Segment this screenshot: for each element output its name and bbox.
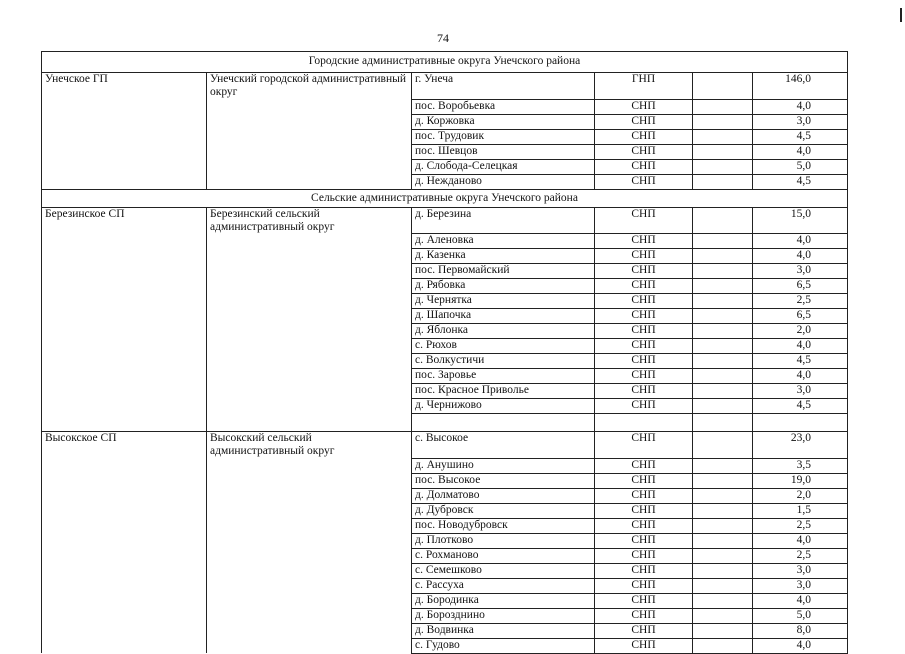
district-cell: [42, 638, 207, 653]
place-cell: с. Рохманово: [412, 548, 595, 563]
table-row: [42, 638, 848, 653]
district-cell: [42, 324, 207, 339]
value-cell: 2,0: [753, 488, 848, 503]
empty-cell: [693, 114, 753, 129]
district-cell: [42, 399, 207, 414]
okrug-cell: [207, 129, 412, 144]
type-cell: СНП: [595, 432, 693, 459]
value-cell: 2,5: [753, 548, 848, 563]
district-cell: [42, 174, 207, 189]
table-row: [42, 593, 848, 608]
district-cell: [42, 129, 207, 144]
table-row: [42, 563, 848, 578]
margin-mark: [900, 8, 902, 22]
table-row: [42, 144, 848, 159]
place-cell: д. Рябовка: [412, 279, 595, 294]
value-cell: 3,0: [753, 384, 848, 399]
settlements-table: [41, 51, 848, 654]
place-cell: пос. Красное Приволье: [412, 384, 595, 399]
table-row: [42, 174, 848, 189]
empty-cell: [693, 638, 753, 653]
district-cell: [42, 354, 207, 369]
type-cell: СНП: [595, 324, 693, 339]
spacer-row: [42, 414, 848, 432]
place-cell: с. Высокое: [412, 432, 595, 459]
type-cell: СНП: [595, 369, 693, 384]
section-header-row: [42, 189, 848, 207]
type-cell: СНП: [595, 623, 693, 638]
empty-cell: [693, 309, 753, 324]
type-cell: СНП: [595, 563, 693, 578]
type-cell: СНП: [595, 279, 693, 294]
okrug-cell: [207, 264, 412, 279]
place-cell: д. Плотково: [412, 533, 595, 548]
okrug-cell: [207, 279, 412, 294]
table-row: [42, 207, 848, 234]
district-cell: [42, 309, 207, 324]
place-cell: д. Анушино: [412, 458, 595, 473]
value-cell: 2,5: [753, 294, 848, 309]
place-cell: д. Аленовка: [412, 234, 595, 249]
table-row: [42, 432, 848, 459]
okrug-cell: [207, 563, 412, 578]
okrug-cell: [207, 354, 412, 369]
place-cell: д. Нежданово: [412, 174, 595, 189]
place-cell: пос. Трудовик: [412, 129, 595, 144]
empty-cell: [693, 129, 753, 144]
type-cell: СНП: [595, 174, 693, 189]
place-cell: пос. Новодубровск: [412, 518, 595, 533]
okrug-cell: Высокский сельский административный округ: [207, 432, 412, 459]
value-cell: 4,0: [753, 144, 848, 159]
district-cell: [42, 339, 207, 354]
section-title: Городские административные округа Унечского района: [42, 52, 848, 73]
district-cell: Высокское СП: [42, 432, 207, 459]
value-cell: 6,5: [753, 279, 848, 294]
table-row: [42, 354, 848, 369]
place-cell: д. Яблонка: [412, 324, 595, 339]
table-row: [42, 129, 848, 144]
empty-cell: [693, 548, 753, 563]
table-row: [42, 99, 848, 114]
value-cell: 4,5: [753, 354, 848, 369]
place-cell: пос. Высокое: [412, 473, 595, 488]
value-cell: 3,0: [753, 563, 848, 578]
value-cell: 5,0: [753, 159, 848, 174]
table-row: [42, 608, 848, 623]
district-cell: [42, 144, 207, 159]
place-cell: д. Слобода-Селецкая: [412, 159, 595, 174]
table-row: [42, 114, 848, 129]
table-row: [42, 369, 848, 384]
place-cell: д. Долматово: [412, 488, 595, 503]
okrug-cell: [207, 159, 412, 174]
empty-cell: [693, 384, 753, 399]
value-cell: 3,0: [753, 114, 848, 129]
type-cell: ГНП: [595, 73, 693, 100]
type-cell: СНП: [595, 129, 693, 144]
value-cell: 5,0: [753, 608, 848, 623]
value-cell: 4,0: [753, 638, 848, 653]
empty-cell: [693, 563, 753, 578]
district-cell: [42, 533, 207, 548]
table-row: [42, 623, 848, 638]
okrug-cell: [207, 548, 412, 563]
value-cell: 1,5: [753, 503, 848, 518]
type-cell: СНП: [595, 608, 693, 623]
empty-cell: [693, 234, 753, 249]
spacer-cell: [207, 414, 412, 432]
table-row: [42, 294, 848, 309]
place-cell: д. Дубровск: [412, 503, 595, 518]
type-cell: СНП: [595, 249, 693, 264]
type-cell: СНП: [595, 207, 693, 234]
okrug-cell: [207, 384, 412, 399]
okrug-cell: [207, 114, 412, 129]
table-row: [42, 324, 848, 339]
empty-cell: [693, 174, 753, 189]
place-cell: д. Березина: [412, 207, 595, 234]
value-cell: 4,0: [753, 249, 848, 264]
okrug-cell: Унечский городской административный округ: [207, 73, 412, 100]
section-title: Сельские административные округа Унечского района: [42, 189, 848, 207]
okrug-cell: [207, 309, 412, 324]
empty-cell: [693, 593, 753, 608]
empty-cell: [693, 159, 753, 174]
type-cell: СНП: [595, 399, 693, 414]
place-cell: пос. Первомайский: [412, 264, 595, 279]
empty-cell: [693, 264, 753, 279]
district-cell: [42, 458, 207, 473]
district-cell: [42, 384, 207, 399]
district-cell: [42, 159, 207, 174]
empty-cell: [693, 324, 753, 339]
okrug-cell: [207, 234, 412, 249]
district-cell: [42, 473, 207, 488]
value-cell: 4,0: [753, 369, 848, 384]
okrug-cell: [207, 608, 412, 623]
value-cell: 4,5: [753, 174, 848, 189]
table-row: [42, 458, 848, 473]
value-cell: 19,0: [753, 473, 848, 488]
value-cell: 3,0: [753, 578, 848, 593]
okrug-cell: [207, 533, 412, 548]
empty-cell: [693, 518, 753, 533]
district-cell: [42, 578, 207, 593]
okrug-cell: [207, 99, 412, 114]
type-cell: СНП: [595, 593, 693, 608]
district-cell: [42, 503, 207, 518]
value-cell: 6,5: [753, 309, 848, 324]
place-cell: д. Борозднино: [412, 608, 595, 623]
district-cell: [42, 264, 207, 279]
type-cell: СНП: [595, 339, 693, 354]
type-cell: СНП: [595, 234, 693, 249]
place-cell: с. Рассуха: [412, 578, 595, 593]
type-cell: СНП: [595, 548, 693, 563]
place-cell: с. Рюхов: [412, 339, 595, 354]
table-row: [42, 473, 848, 488]
empty-cell: [693, 488, 753, 503]
table-row: [42, 279, 848, 294]
type-cell: СНП: [595, 533, 693, 548]
spacer-cell: [693, 414, 753, 432]
okrug-cell: [207, 503, 412, 518]
district-cell: [42, 563, 207, 578]
type-cell: СНП: [595, 354, 693, 369]
empty-cell: [693, 503, 753, 518]
okrug-cell: [207, 623, 412, 638]
place-cell: с. Волкустичи: [412, 354, 595, 369]
empty-cell: [693, 73, 753, 100]
section-header-row: [42, 52, 848, 73]
district-cell: [42, 234, 207, 249]
value-cell: 4,0: [753, 234, 848, 249]
type-cell: СНП: [595, 309, 693, 324]
value-cell: 4,5: [753, 129, 848, 144]
spacer-cell: [412, 414, 595, 432]
place-cell: д. Коржовка: [412, 114, 595, 129]
district-cell: [42, 623, 207, 638]
page-number: 74: [437, 31, 449, 45]
okrug-cell: [207, 593, 412, 608]
empty-cell: [693, 432, 753, 459]
table-row: [42, 578, 848, 593]
type-cell: СНП: [595, 264, 693, 279]
spacer-cell: [595, 414, 693, 432]
empty-cell: [693, 578, 753, 593]
value-cell: 4,0: [753, 593, 848, 608]
empty-cell: [693, 354, 753, 369]
empty-cell: [693, 207, 753, 234]
type-cell: СНП: [595, 473, 693, 488]
empty-cell: [693, 458, 753, 473]
okrug-cell: [207, 339, 412, 354]
value-cell: 146,0: [753, 73, 848, 100]
table-row: [42, 339, 848, 354]
table-row: [42, 234, 848, 249]
place-cell: д. Водвинка: [412, 623, 595, 638]
okrug-cell: [207, 369, 412, 384]
district-cell: [42, 249, 207, 264]
place-cell: пос. Воробьевка: [412, 99, 595, 114]
okrug-cell: [207, 638, 412, 653]
table-row: [42, 488, 848, 503]
district-cell: [42, 608, 207, 623]
value-cell: 8,0: [753, 623, 848, 638]
place-cell: д. Чернятка: [412, 294, 595, 309]
value-cell: 4,0: [753, 99, 848, 114]
district-cell: [42, 369, 207, 384]
table-row: [42, 73, 848, 100]
type-cell: СНП: [595, 638, 693, 653]
place-cell: пос. Шевцов: [412, 144, 595, 159]
district-cell: [42, 279, 207, 294]
empty-cell: [693, 294, 753, 309]
type-cell: СНП: [595, 144, 693, 159]
place-cell: д. Бородинка: [412, 593, 595, 608]
okrug-cell: [207, 518, 412, 533]
okrug-cell: [207, 578, 412, 593]
place-cell: с. Гудово: [412, 638, 595, 653]
empty-cell: [693, 623, 753, 638]
table-row: [42, 249, 848, 264]
empty-cell: [693, 339, 753, 354]
place-cell: д. Чернижово: [412, 399, 595, 414]
empty-cell: [693, 608, 753, 623]
value-cell: 3,5: [753, 458, 848, 473]
type-cell: СНП: [595, 458, 693, 473]
empty-cell: [693, 533, 753, 548]
okrug-cell: [207, 488, 412, 503]
place-cell: с. Семешково: [412, 563, 595, 578]
okrug-cell: [207, 399, 412, 414]
type-cell: СНП: [595, 518, 693, 533]
type-cell: СНП: [595, 578, 693, 593]
empty-cell: [693, 399, 753, 414]
value-cell: 23,0: [753, 432, 848, 459]
table-row: [42, 159, 848, 174]
value-cell: 4,5: [753, 399, 848, 414]
table-row: [42, 518, 848, 533]
empty-cell: [693, 369, 753, 384]
table-row: [42, 309, 848, 324]
empty-cell: [693, 144, 753, 159]
type-cell: СНП: [595, 488, 693, 503]
type-cell: СНП: [595, 114, 693, 129]
type-cell: СНП: [595, 159, 693, 174]
place-cell: д. Казенка: [412, 249, 595, 264]
okrug-cell: Березинский сельский административный округ: [207, 207, 412, 234]
district-cell: [42, 99, 207, 114]
okrug-cell: [207, 249, 412, 264]
type-cell: СНП: [595, 503, 693, 518]
district-cell: [42, 548, 207, 563]
table-row: [42, 264, 848, 279]
district-cell: [42, 593, 207, 608]
place-cell: д. Шапочка: [412, 309, 595, 324]
table-row: [42, 548, 848, 563]
value-cell: 2,5: [753, 518, 848, 533]
table-body: [42, 52, 848, 654]
table-row: [42, 533, 848, 548]
value-cell: 2,0: [753, 324, 848, 339]
place-cell: пос. Заровье: [412, 369, 595, 384]
okrug-cell: [207, 294, 412, 309]
value-cell: 3,0: [753, 264, 848, 279]
value-cell: 4,0: [753, 533, 848, 548]
okrug-cell: [207, 174, 412, 189]
okrug-cell: [207, 324, 412, 339]
table-row: [42, 399, 848, 414]
okrug-cell: [207, 144, 412, 159]
table-row: [42, 384, 848, 399]
district-cell: [42, 488, 207, 503]
spacer-cell: [753, 414, 848, 432]
type-cell: СНП: [595, 294, 693, 309]
district-cell: [42, 518, 207, 533]
spacer-cell: [42, 414, 207, 432]
table-row: [42, 503, 848, 518]
empty-cell: [693, 473, 753, 488]
okrug-cell: [207, 473, 412, 488]
district-cell: [42, 114, 207, 129]
place-cell: г. Унеча: [412, 73, 595, 100]
empty-cell: [693, 99, 753, 114]
district-cell: Унечское ГП: [42, 73, 207, 100]
type-cell: СНП: [595, 384, 693, 399]
value-cell: 4,0: [753, 339, 848, 354]
okrug-cell: [207, 458, 412, 473]
type-cell: СНП: [595, 99, 693, 114]
district-cell: Березинское СП: [42, 207, 207, 234]
value-cell: 15,0: [753, 207, 848, 234]
empty-cell: [693, 249, 753, 264]
district-cell: [42, 294, 207, 309]
empty-cell: [693, 279, 753, 294]
